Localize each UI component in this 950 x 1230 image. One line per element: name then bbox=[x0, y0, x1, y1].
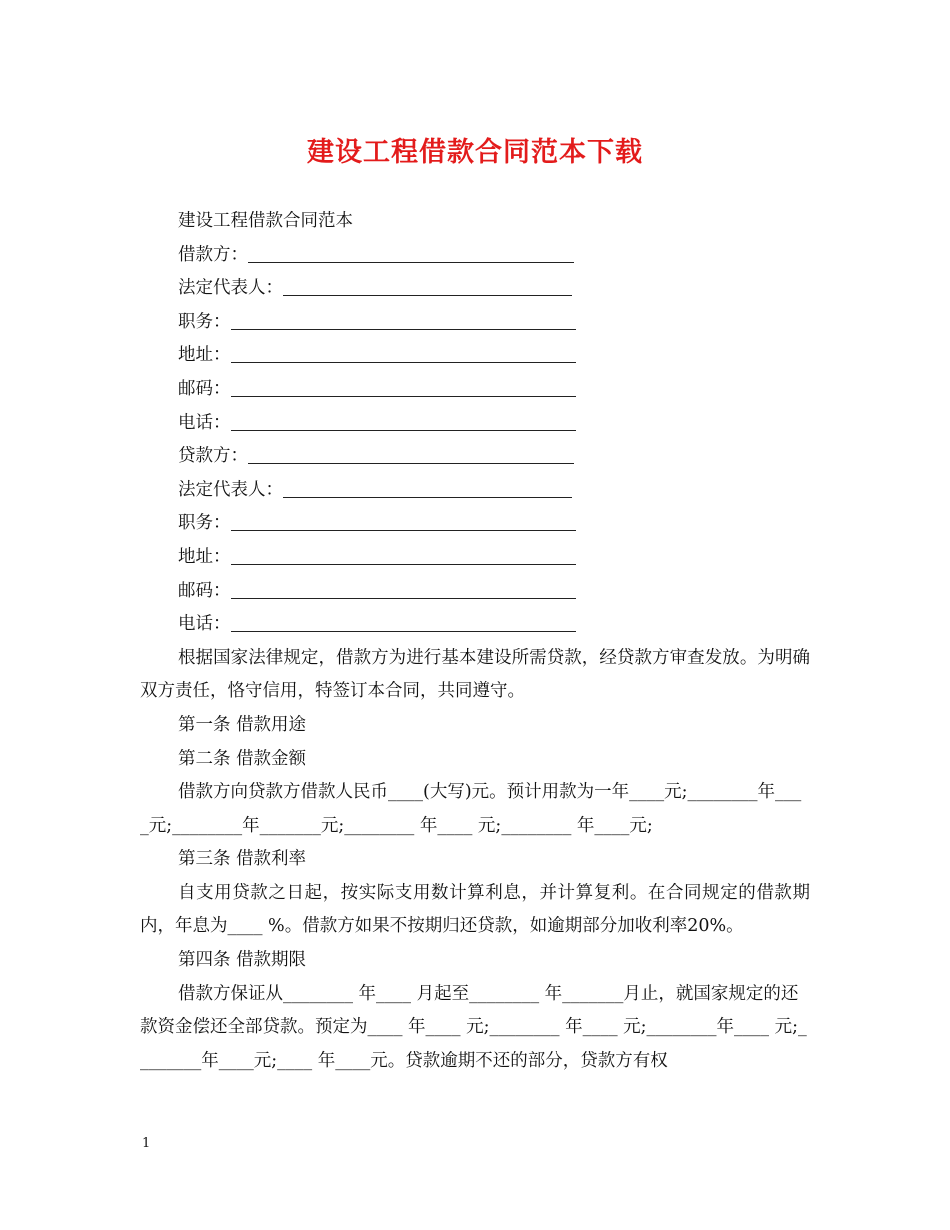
party-field bbox=[140, 339, 810, 373]
contract-subtitle: 建设工程借款合同范本 bbox=[178, 211, 353, 231]
article-2-heading: 第二条 借款金额 bbox=[178, 748, 307, 769]
party-field bbox=[140, 507, 810, 541]
party-field-blank bbox=[231, 542, 576, 565]
party-field-label: 地址： bbox=[178, 345, 231, 366]
party-field-blank bbox=[231, 576, 576, 599]
article-4-heading: 第四条 借款期限 bbox=[178, 950, 307, 971]
party-field-label: 电话： bbox=[178, 614, 231, 635]
party-field bbox=[140, 474, 810, 508]
party-field-blank bbox=[231, 340, 576, 363]
article-2-body: 借款方向贷款方借款人民币____(大写)元。预计用款为一年____元;________年____元;________年_______元;________ 年____ 元;________ 年____元; bbox=[140, 782, 802, 836]
article-1-heading: 第一条 借款用途 bbox=[178, 714, 307, 735]
party-field-label: 职务： bbox=[178, 513, 231, 534]
party-field bbox=[140, 306, 810, 340]
party-field-label: 借款方： bbox=[178, 244, 248, 265]
party-field bbox=[140, 373, 810, 407]
party-field bbox=[140, 541, 810, 575]
party-field-label: 贷款方： bbox=[178, 446, 248, 467]
party-field-blank bbox=[231, 408, 576, 431]
party-field bbox=[140, 608, 810, 642]
party-field-blank bbox=[231, 374, 576, 397]
preamble-paragraph: 根据国家法律规定，借款方为进行基本建设所需贷款，经贷款方审查发放。为明确双方责任，恪守信用，特签订本合同，共同遵守。 bbox=[140, 647, 810, 702]
party-field-label: 邮码： bbox=[178, 580, 231, 601]
party-field-blank bbox=[248, 240, 574, 263]
party-field-label: 电话： bbox=[178, 412, 231, 433]
party-field-blank bbox=[231, 508, 576, 531]
party-field bbox=[140, 239, 810, 273]
article-3-heading: 第三条 借款利率 bbox=[178, 849, 307, 870]
party-field-label: 法定代表人： bbox=[178, 278, 283, 299]
party-field bbox=[140, 575, 810, 609]
party-field bbox=[140, 440, 810, 474]
party-field-blank bbox=[283, 273, 572, 296]
article-3-body: 自支用贷款之日起，按实际支用数计算利息，并计算复利。在合同规定的借款期内，年息为____ %。借款方如果不按期归还贷款，如逾期部分加收利率20%。 bbox=[140, 882, 810, 937]
party-field-label: 邮码： bbox=[178, 378, 231, 399]
document-body bbox=[140, 205, 810, 1078]
page-number: 1 bbox=[142, 1136, 151, 1151]
party-field-blank bbox=[231, 609, 576, 632]
party-field-label: 法定代表人： bbox=[178, 479, 283, 500]
party-fields bbox=[140, 239, 810, 642]
page-title: 建设工程借款合同范本下载 bbox=[307, 137, 643, 168]
party-field-label: 地址： bbox=[178, 546, 231, 567]
party-field-label: 职务： bbox=[178, 311, 231, 332]
party-field-blank bbox=[248, 441, 574, 464]
article-4-body: 借款方保证从________ 年____ 月起至________ 年_______月止，就国家规定的还款资金偿还全部贷款。预定为____ 年____ 元;________ 年____ 元;________年____ 元;________年____元;____ 年____元。贷款逾期不还的部分，贷款方有权 bbox=[140, 983, 807, 1071]
party-field bbox=[140, 272, 810, 306]
party-field bbox=[140, 407, 810, 441]
party-field-blank bbox=[231, 307, 576, 330]
party-field-blank bbox=[283, 475, 572, 498]
